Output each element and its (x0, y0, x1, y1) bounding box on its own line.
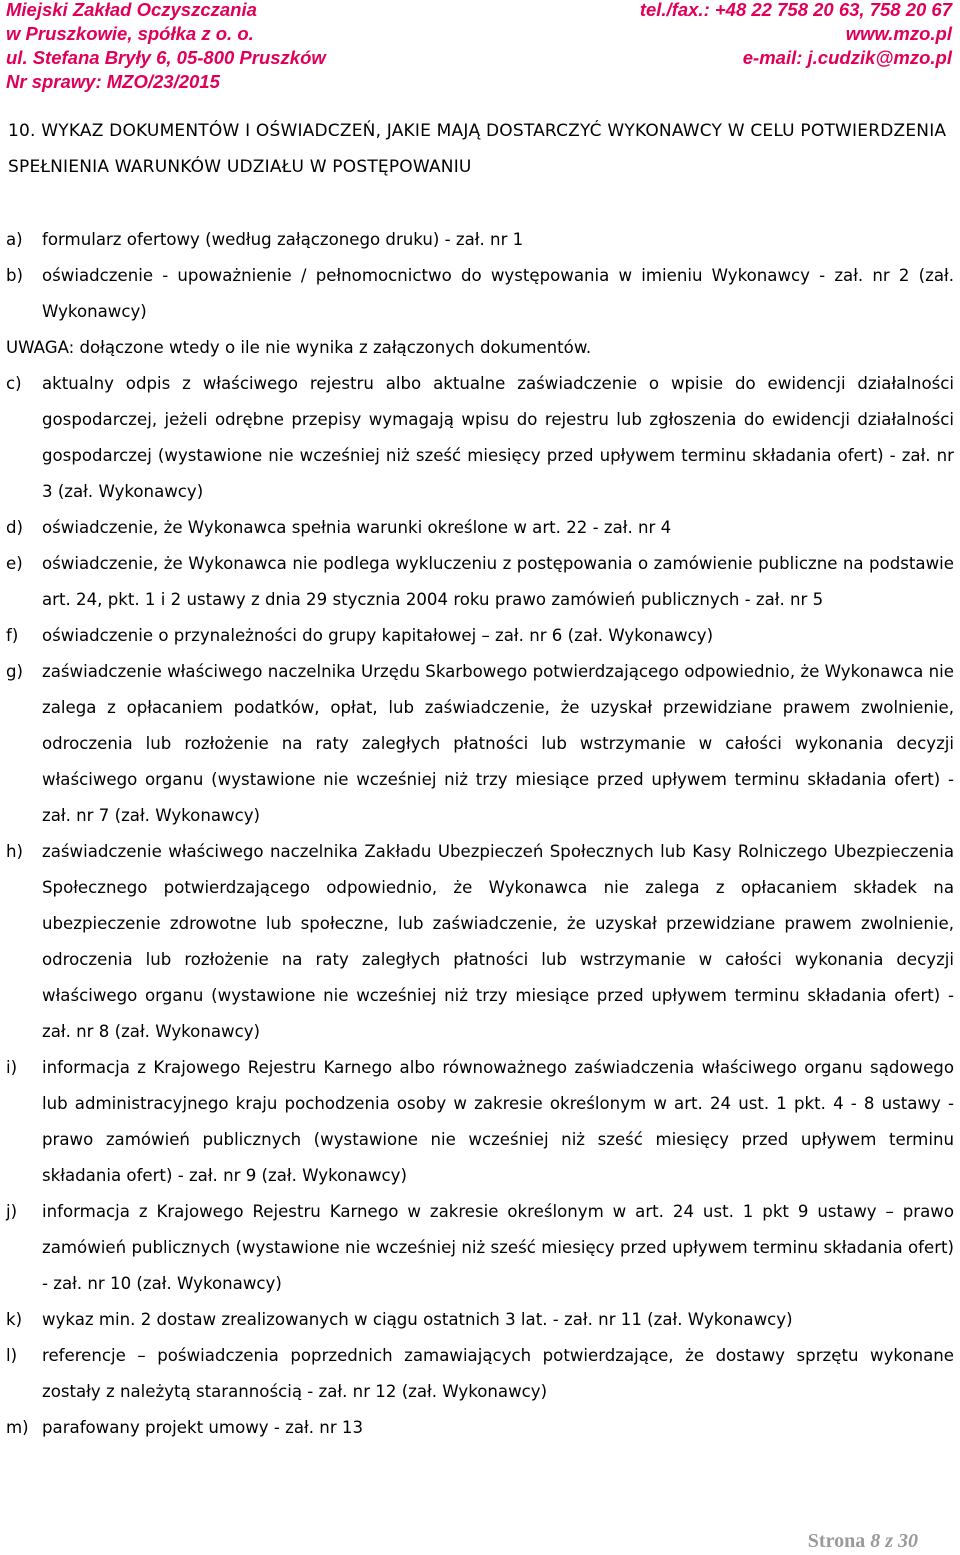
list-item-text: wykaz min. 2 dostaw zrealizowanych w ciągu ostatnich 3 lat. - zał. nr 11 (zał. Wykonawcy) (42, 1310, 793, 1329)
list-marker: k) (6, 1310, 23, 1329)
total-pages: 30 (898, 1530, 918, 1552)
list-item-text: oświadczenie - upoważnienie / pełnomocnictwo do występowania w imieniu Wykonawcy - zał. nr 2 (zał. Wykonawcy) (42, 266, 954, 321)
list-item-text: informacja z Krajowego Rejestru Karnego w zakresie określonym w art. 24 ust. 1 pkt 9 ustawy – prawo zamówień publicznych (wystawione nie wcześniej niż sześć miesięcy przed upływem terminu składania ofert) - zał. nr 10 (zał. Wykonawcy) (42, 1202, 954, 1293)
list-item-text: zaświadczenie właściwego naczelnika Zakładu Ubezpieczeń Społecznych lub Kasy Rolniczego Ubezpieczenia Społecznego potwierdzającego odpowiednio, że Wykonawca nie zalega z opłacaniem składek na ubezpieczenie zdrowotne lub społeczne, lub zaświadczenie, że uzyskał przewidziane prawem zwolnienie, odroczenia lub rozłożenie na raty zaległych płatności lub wstrzymanie w całości wykonania decyzji właściwego organu (wystawione nie wcześniej niż trzy miesiące przed upływem terminu składania ofert) - zał. nr 8 (zał. Wykonawcy) (42, 842, 954, 1041)
list-item-text: parafowany projekt umowy - zał. nr 13 (42, 1418, 364, 1437)
page-label: Strona (807, 1530, 866, 1552)
list-item (6, 618, 954, 654)
list-marker: m) (6, 1418, 29, 1437)
section-heading: 10. WYKAZ DOKUMENTÓW I OŚWIADCZEŃ, JAKIE MAJĄ DOSTARCZYĆ WYKONAWCY W CELU POTWIERDZENIA SPEŁNIENIA WARUNKÓW UDZIAŁU W POSTĘPOWANIU (8, 121, 947, 177)
list-item-text: aktualny odpis z właściwego rejestru albo aktualne zaświadczenie o wpisie do ewidencji działalności gospodarczej, jeżeli odrębne przepisy wymagają wpisu do rejestru lub zgłoszenia do ewidencji działalności gospodarczej (wystawione nie wcześniej niż sześć miesięcy przed upływem terminu składania ofert) - zał. nr 3 (zał. Wykonawcy) (42, 374, 954, 501)
list-marker: i) (6, 1058, 18, 1077)
list-item-text: oświadczenie o przynależności do grupy kapitałowej – zał. nr 6 (zał. Wykonawcy) (42, 626, 714, 645)
list-marker: d) (6, 518, 24, 537)
case-number: Nr sprawy: MZO/23/2015 (6, 71, 220, 92)
document-body (6, 222, 954, 1446)
list-item-text: formularz ofertowy (według załączonego druku) - zał. nr 1 (42, 230, 524, 249)
list-marker: a) (6, 230, 23, 249)
list-marker: e) (6, 554, 23, 573)
list-item (6, 654, 954, 834)
list-marker: f) (6, 626, 19, 645)
company-name-line2: w Pruszkowie, spółka z o. o. (6, 23, 254, 44)
list-item-text: referencje – poświadczenia poprzednich zamawiających potwierdzające, że dostawy sprzętu wykonane zostały z należytą starannością - zał. nr 12 (zał. Wykonawcy) (42, 1346, 954, 1401)
list-item (6, 1338, 954, 1410)
page-separator: z (885, 1530, 893, 1552)
phone-fax: tel./fax.: +48 22 758 20 63, 758 20 67 (639, 0, 952, 20)
list-marker: g) (6, 662, 24, 681)
list-marker: b) (6, 266, 24, 285)
list-marker: h) (6, 842, 23, 861)
page-number (808, 1530, 918, 1553)
list-item-text: informacja z Krajowego Rejestru Karnego albo równoważnego zaświadczenia właściwego organu sądowego lub administracyjnego kraju pochodzenia osoby w zakresie określonym w art. 24 ust. 1 pkt. 4 - 8 ustawy - prawo zamówień publicznych (wystawione nie wcześniej niż sześć miesięcy przed upływem terminu składania ofert) - zał. nr 9 (zał. Wykonawcy) (42, 1058, 954, 1185)
list-item (6, 1194, 954, 1302)
list-item-text: oświadczenie, że Wykonawca nie podlega wykluczeniu z postępowania o zamówienie publiczne na podstawie art. 24, pkt. 1 i 2 ustawy z dnia 29 stycznia 2004 roku prawo zamówień publicznych - zał. nr 5 (42, 554, 954, 609)
list-item (6, 834, 954, 1050)
note-text: UWAGA: dołączone wtedy o ile nie wynika z załączonych dokumentów. (6, 338, 592, 357)
list-item (6, 366, 954, 510)
email-link[interactable]: e-mail: j.cudzik@mzo.pl (742, 47, 952, 68)
list-item-text: zaświadczenie właściwego naczelnika Urzędu Skarbowego potwierdzającego odpowiednio, że Wykonawca nie zalega z opłacaniem podatków, opłat, lub zaświadczenie, że uzyskał przewidziane prawem zwolnienie, odroczenia lub rozłożenie na raty zaległych płatności lub wstrzymanie w całości wykonania decyzji właściwego organu (wystawione nie wcześniej niż trzy miesiące przed upływem terminu składania ofert) - zał. nr 7 (zał. Wykonawcy) (42, 662, 954, 825)
list-item (6, 1410, 954, 1446)
list-item (6, 1050, 954, 1194)
list-item (6, 510, 954, 546)
list-item (6, 258, 954, 330)
list-item (6, 546, 954, 618)
website-link[interactable]: www.mzo.pl (845, 23, 952, 44)
list-marker: l) (6, 1346, 18, 1365)
current-page: 8 (870, 1530, 881, 1552)
list-item (6, 222, 954, 258)
company-name-line1: Miejski Zakład Oczyszczania (6, 0, 257, 20)
company-address: ul. Stefana Bryły 6, 05-800 Pruszków (6, 47, 326, 68)
list-item (6, 1302, 954, 1338)
list-item-text: oświadczenie, że Wykonawca spełnia warunki określone w art. 22 - zał. nr 4 (42, 518, 672, 537)
list-marker: j) (6, 1202, 18, 1221)
list-marker: c) (6, 374, 22, 393)
document-header (6, 0, 952, 96)
